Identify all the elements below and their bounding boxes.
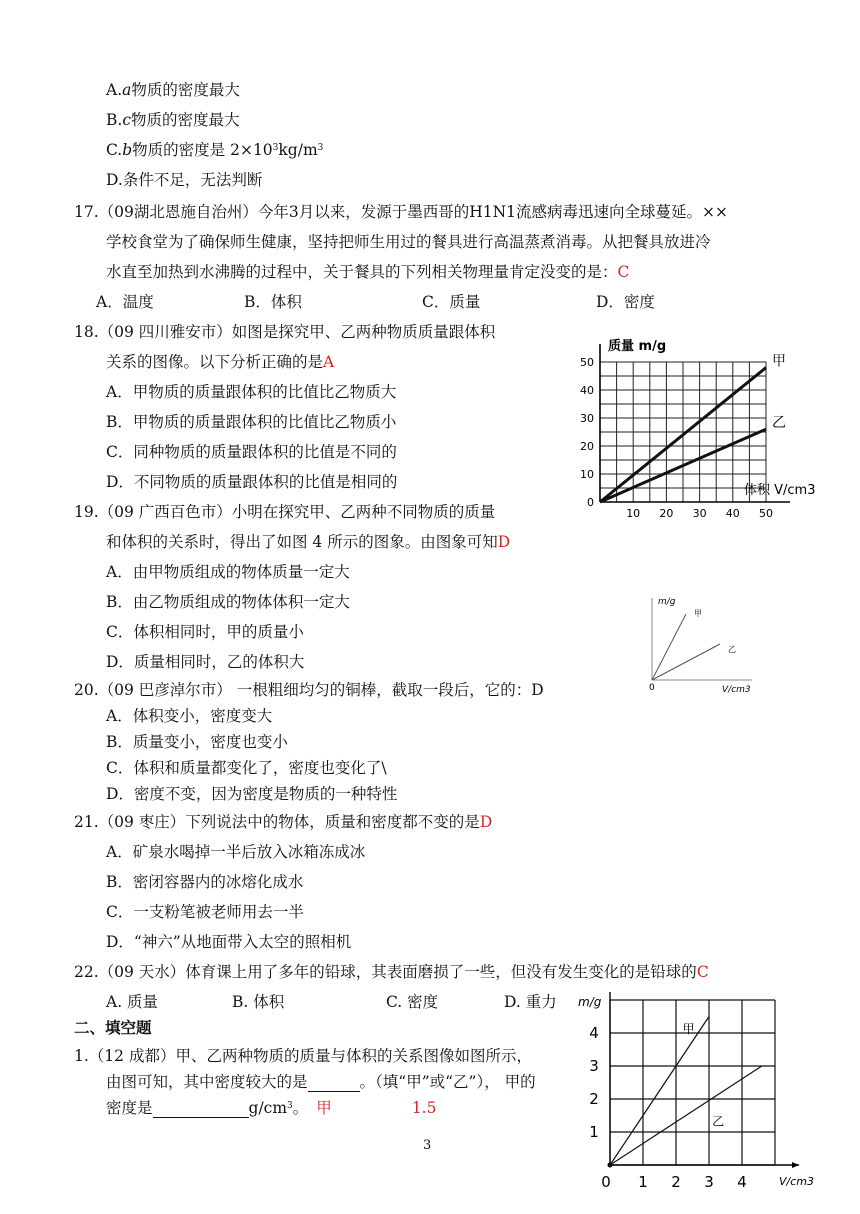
q22-option-b: B. 体积 [232,993,285,1011]
y-axis-label: m/g [658,597,676,607]
q18-option-d: D．不同物质的质量跟体积的比值是相同的 [106,473,398,491]
fill-q1-stem-1: 1.（12 成都）甲、乙两种物质的质量与体积的关系图像如图所示， [74,1047,532,1065]
y-axis-label: m/g [578,995,602,1009]
q19-option-c: C．体积相同时，甲的质量小 [106,623,304,641]
fill-q1-stem-3: 密度是 $g/cm^3$。 甲 1.5 [106,1099,437,1117]
series-label: 甲 [682,1022,695,1036]
q21-stem: 21.（09 枣庄）下列说法中的物体，质量和密度都不变的是D [74,813,493,831]
page-number: 3 [423,1138,432,1153]
q18-chart [570,330,820,522]
x-axis-arrow [792,1162,799,1168]
q19-option-a: A．由甲物质组成的物体质量一定大 [106,563,350,581]
q18-stem-1: 18.（09 四川雅安市）如图是探究甲、乙两种物质质量跟体积 [74,323,496,341]
answer-blank-2[interactable] [153,1101,249,1118]
q20-option-a: A．体积变小，密度变大 [106,707,273,725]
x-tick-label: 1 [638,1173,648,1191]
q17-option-c: C．质量 [422,293,481,311]
y-axis-label: 质量 m/g [608,339,667,354]
x-tick-label: 50 [759,507,773,520]
series-line-yi [610,1066,762,1165]
origin-label: 0 [587,496,594,509]
q20-option-d: D．密度不变，因为密度是物质的一种特性 [106,785,398,803]
q22-option-d: D. 重力 [504,993,557,1011]
x-tick-label: 30 [692,507,707,520]
section-title: 二、填空题 [74,1018,152,1037]
q18-option-a: A．甲物质的质量跟体积的比值比乙物质大 [106,383,397,401]
q17-answer: C [617,263,630,281]
q20-option-b: B．质量变小，密度也变小 [106,733,288,751]
q18-option-c: C．同种物质的质量跟体积的比值是不同的 [106,443,397,461]
x-tick-label: 0 [601,1173,611,1191]
series-line-jia [610,1017,709,1166]
q22-option-c: C. 密度 [386,993,439,1011]
y-tick-label: 3 [589,1057,599,1075]
q19-stem-1: 19.（09 广西百色市）小明在探究甲、乙两种不同物质的质量 [74,503,496,521]
x-axis-label: 体积 V/cm3 [744,483,816,498]
origin-point [608,1163,613,1168]
y-tick-label: 10 [580,468,594,481]
q22-answer: C [696,963,709,981]
q19-option-d: D．质量相同时，乙的体积大 [106,653,305,671]
q17-option-d: D．密度 [596,293,655,311]
origin-label: 0 [649,683,655,693]
q19-answer: D [497,533,511,551]
q18-answer: A [323,353,335,371]
series-label: 乙 [728,645,736,654]
q19-option-b: B．由乙物质组成的物体体积一定大 [106,593,350,611]
series-line-jia [652,614,686,680]
y-tick-label: 2 [589,1090,599,1108]
y-tick-label: 1 [589,1123,599,1141]
q16-option-d: D.条件不足，无法判断 [106,171,263,189]
y-tick-label: 40 [580,384,594,397]
q22-option-a: A. 质量 [106,993,159,1011]
q22-stem: 22.（09 天水）体育课上用了多年的铅球，其表面磨损了一些，但没有发生变化的是铅球的C [74,963,709,981]
q20-option-c: C．体积和质量都变化了，密度也变化了\ [106,759,387,777]
q18-stem-2: 关系的图像。以下分析正确的是A [106,353,335,371]
q21-option-c: C．一支粉笔被老师用去一半 [106,903,304,921]
fill-q1-stem-2: 由图可知，其中密度较大的是 。（填“甲”或“乙”）， 甲的 [106,1073,536,1091]
x-axis-label: V/cm3 [779,1175,814,1188]
fill-answer-2: 1.5 [411,1099,437,1117]
x-tick-label: 40 [725,507,740,520]
x-axis-label: V/cm3 [722,685,751,695]
q18-option-b: B．甲物质的质量跟体积的比值比乙物质小 [106,413,397,431]
y-tick-label: 50 [580,356,594,369]
q16-option-a: A.a物质的密度最大 [106,81,240,99]
series-line-yi [652,644,720,680]
series-label: 乙 [712,1114,725,1129]
q19-stem-2: 和体积的关系时，得出了如图 4 所示的图象。由图象可知D [106,533,511,551]
x-tick-label: 2 [671,1173,681,1191]
fill-q1-chart [568,992,818,1204]
q21-option-d: D．“神六”从地面带入太空的照相机 [106,933,352,951]
q21-answer: D [479,813,493,831]
x-tick-label: 20 [659,507,674,520]
x-tick-label: 10 [626,507,641,520]
q17-stem-2: 学校食堂为了确保师生健康，坚持把师生用过的餐具进行高温蒸煮消毒。从把餐具放进冷 [106,233,711,251]
q16-option-b: B.c物质的密度最大 [106,111,240,129]
q19-chart [640,588,770,700]
x-tick-label: 3 [704,1173,714,1191]
y-tick-label: 20 [580,440,594,453]
q16-option-c: C.b物质的密度是 $2\times 10^3kg/m^3$ [106,141,324,159]
series-label: 乙 [772,415,786,432]
x-tick-label: 4 [737,1173,747,1191]
q21-option-b: B．密闭容器内的冰熔化成水 [106,873,304,891]
y-tick-label: 30 [580,412,594,425]
fill-answer-1: 甲 [316,1099,332,1117]
series-label: 甲 [694,609,702,618]
answer-blank-1[interactable] [308,1075,360,1092]
q17-option-a: A．温度 [96,293,154,311]
q20-stem: 20.（09 巴彦淖尔市） 一根粗细均匀的铜棒，截取一段后，它的：D [74,681,544,699]
series-label: 甲 [772,353,786,370]
q17-stem-1: 17.（09湖北恩施自治州）今年3月以来，发源于墨西哥的H1N1流感病毒迅速向全球蔓延。×× [74,203,729,221]
y-tick-label: 4 [589,1024,599,1042]
q21-option-a: A．矿泉水喝掉一半后放入冰箱冻成冰 [106,843,366,861]
q17-stem-3: 水直至加热到水沸腾的过程中，关于餐具的下列相关物理量肯定没变的是：C [106,263,630,281]
q17-option-b: B．体积 [244,293,302,311]
